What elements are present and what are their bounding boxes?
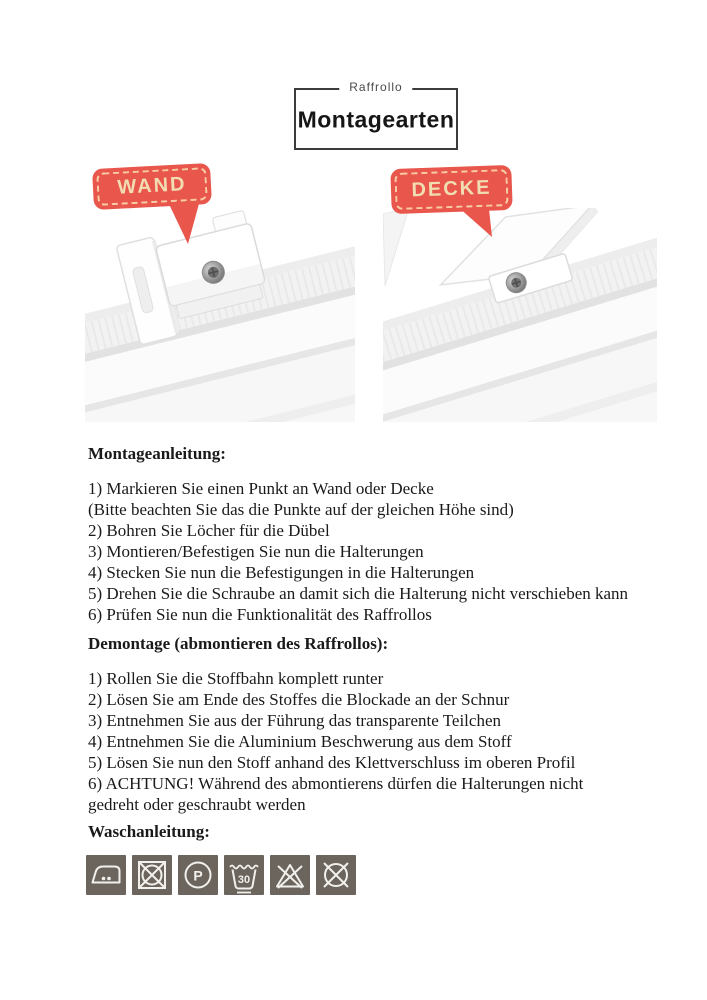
demontage-step: 3) Entnehmen Sie aus der Führung das transparente Teilchen — [88, 711, 501, 730]
demontage-step: gedreht oder geschraubt werden — [88, 795, 306, 814]
wand-label-ribbon — [92, 163, 212, 210]
iron-icon — [86, 855, 126, 895]
logo-title: Montagearten — [297, 106, 455, 133]
demontage-step: 2) Lösen Sie am Ende des Stoffes die Blockade an der Schnur — [88, 690, 510, 709]
do-not-tumble-dry-icon — [132, 855, 172, 895]
decke-label-ribbon — [390, 165, 512, 214]
demontage-step: 1) Rollen Sie die Stoffbahn komplett runter — [88, 669, 384, 688]
montage-step: 5) Drehen Sie die Schraube an damit sich die Halterung nicht verschieben kann — [88, 584, 629, 603]
montage-step: (Bitte beachten Sie das die Punkte auf der gleichen Höhe sind) — [88, 500, 514, 519]
care-symbols-row — [86, 855, 356, 895]
decke-label: DECKE — [411, 176, 492, 202]
montage-step: 6) Prüfen Sie nun die Funktionalität des Raffrollos — [88, 605, 432, 624]
montage-heading: Montageanleitung: — [88, 444, 226, 463]
demontage-step: 6) ACHTUNG! Während des abmontierens dürfen die Halterungen nicht — [88, 774, 584, 793]
do-not-bleach-icon — [270, 855, 310, 895]
demontage-step: 5) Lösen Sie nun den Stoff anhand des Klettverschluss im oberen Profil — [88, 753, 576, 772]
do-not-dry-clean-icon — [316, 855, 356, 895]
wand-ribbon-tail — [158, 200, 208, 248]
wall-bracket-photo — [85, 210, 355, 422]
professional-clean-p-icon — [178, 855, 218, 895]
demontage-steps — [88, 668, 583, 815]
ceiling-bracket-illustration — [383, 208, 657, 422]
logo-box — [294, 80, 458, 150]
ceiling-bracket-photo — [383, 208, 657, 422]
demontage-step: 4) Entnehmen Sie die Aluminium Beschwerung aus dem Stoff — [88, 732, 512, 751]
wash-temperature: 30 — [237, 874, 251, 886]
logo-brand: Raffrollo — [339, 80, 412, 94]
montage-step: 1) Markieren Sie einen Punkt an Wand oder Decke — [88, 479, 434, 498]
wand-label: WAND — [116, 173, 188, 199]
wash-30-icon — [224, 855, 264, 895]
dry-clean-letter: P — [193, 867, 203, 884]
montage-step: 4) Stecken Sie nun die Befestigungen in die Halterungen — [88, 563, 475, 582]
wasch-heading: Waschanleitung: — [88, 822, 210, 841]
montage-step: 3) Montieren/Befestigen Sie nun die Halterungen — [88, 542, 424, 561]
wall-bracket-illustration — [85, 210, 355, 422]
montage-steps — [88, 478, 628, 625]
montage-step: 2) Bohren Sie Löcher für die Dübel — [88, 521, 330, 540]
demontage-heading: Demontage (abmontieren des Raffrollos): — [88, 634, 389, 653]
